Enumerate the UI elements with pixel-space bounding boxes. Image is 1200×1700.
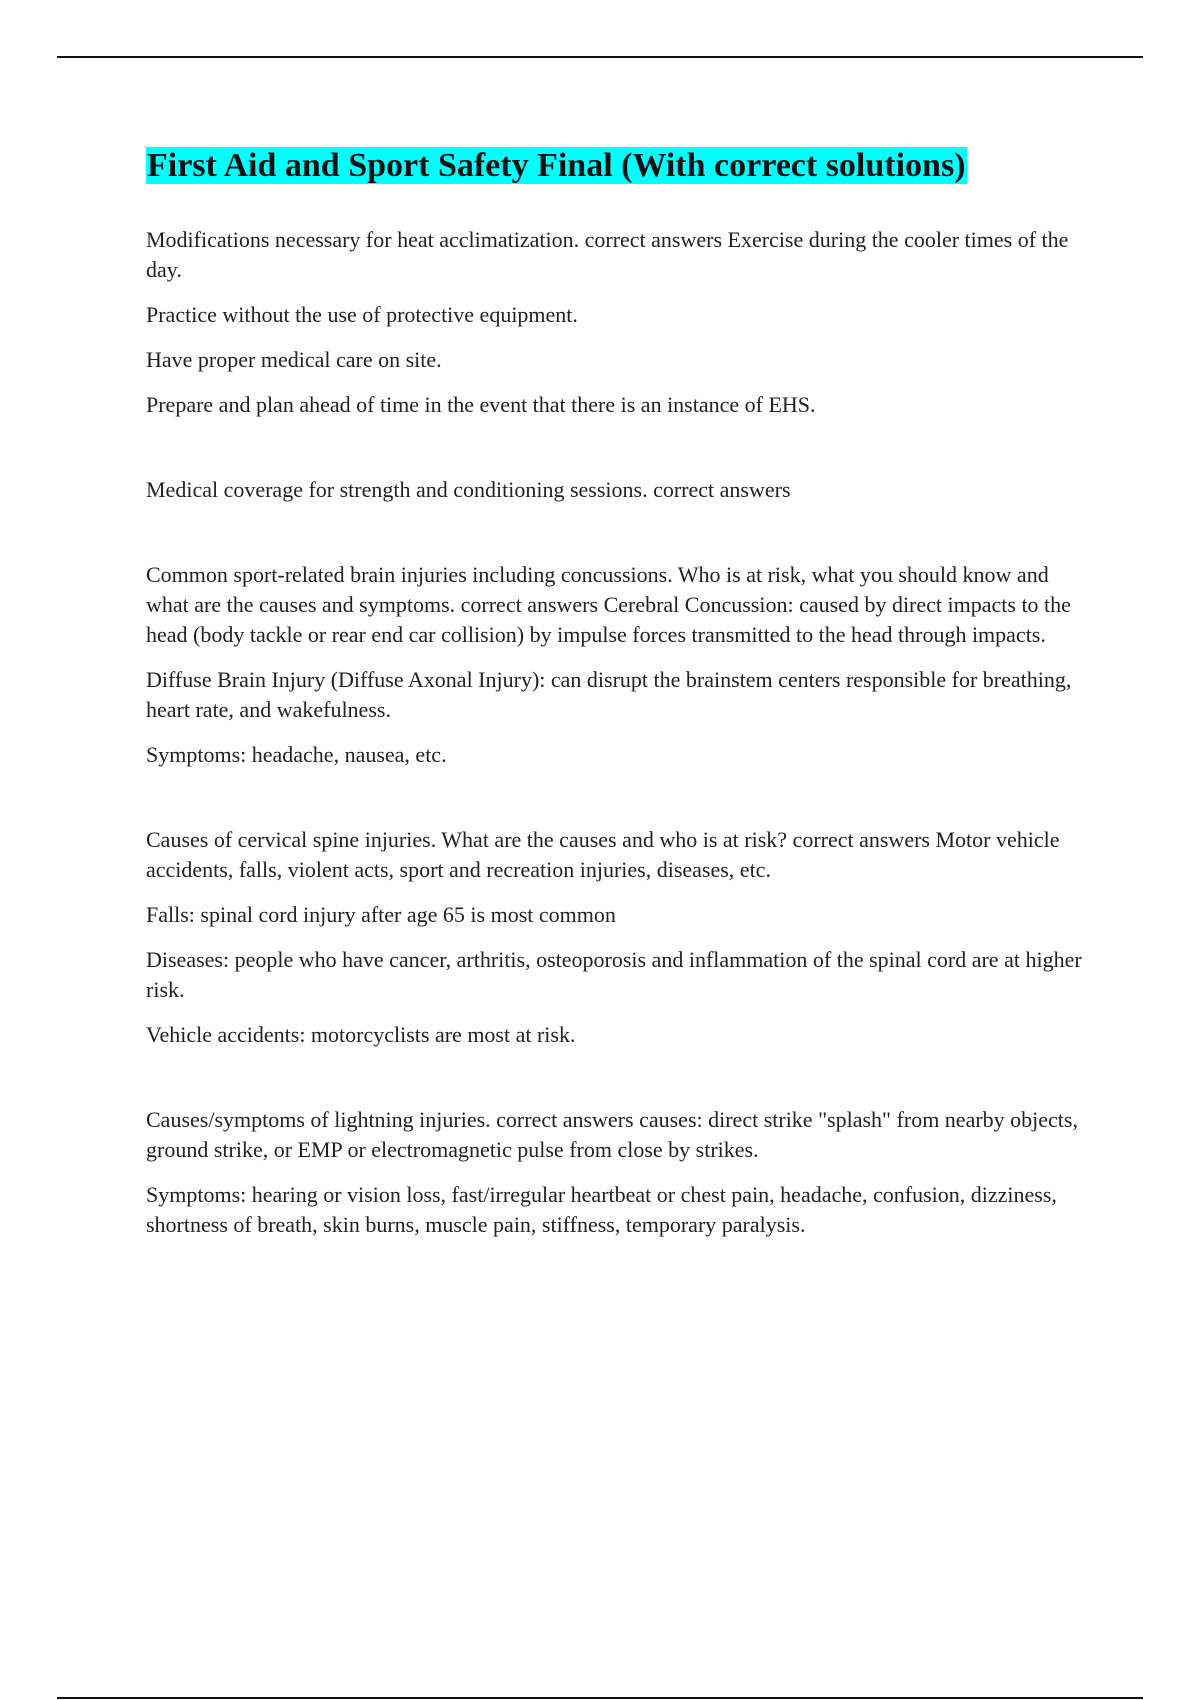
paragraph: Practice without the use of protective equipment. xyxy=(146,302,578,327)
section-heat-acclimatization xyxy=(146,225,1086,420)
document-page xyxy=(146,144,1086,1240)
paragraph: Symptoms: hearing or vision loss, fast/irregular heartbeat or chest pain, headache, confusion, dizziness, shortness of breath, skin burns, muscle pain, stiffness, temporary paralysis. xyxy=(146,1182,1057,1237)
paragraph: Common sport-related brain injuries including concussions. Who is at risk, what you should know and what are the causes and symptoms. correct answers Cerebral Concussion: caused by direct impacts to the head (body tackle or rear end car collision) by impulse forces transmitted to the head through impacts. xyxy=(146,562,1071,647)
paragraph: Diffuse Brain Injury (Diffuse Axonal Injury): can disrupt the brainstem centers responsible for breathing, heart rate, and wakefulness. xyxy=(146,667,1072,722)
bottom-rule xyxy=(57,1697,1143,1699)
paragraph: Have proper medical care on site. xyxy=(146,347,442,372)
paragraph: Modifications necessary for heat acclimatization. correct answers Exercise during the cooler times of the day. xyxy=(146,227,1069,282)
section-brain-injuries xyxy=(146,560,1086,770)
document-title xyxy=(146,144,1086,188)
paragraph: Prepare and plan ahead of time in the event that there is an instance of EHS. xyxy=(146,392,816,417)
paragraph: Symptoms: headache, nausea, etc. xyxy=(146,742,447,767)
document-title-highlight: First Aid and Sport Safety Final (With correct solutions) xyxy=(147,147,966,184)
section-lightning-injuries xyxy=(146,1105,1086,1240)
section-cervical-spine xyxy=(146,825,1086,1050)
section-medical-coverage xyxy=(146,475,1086,505)
paragraph: Causes of cervical spine injuries. What are the causes and who is at risk? correct answers Motor vehicle accidents, falls, violent acts, sport and recreation injuries, diseases, etc. xyxy=(146,827,1060,882)
paragraph: Vehicle accidents: motorcyclists are most at risk. xyxy=(146,1022,576,1047)
paragraph: Causes/symptoms of lightning injuries. correct answers causes: direct strike "splash" from nearby objects, ground strike, or EMP or electromagnetic pulse from close by strikes. xyxy=(146,1107,1078,1162)
paragraph: Medical coverage for strength and conditioning sessions. correct answers xyxy=(146,477,791,502)
paragraph: Diseases: people who have cancer, arthritis, osteoporosis and inflammation of the spinal cord are at higher risk. xyxy=(146,947,1082,1002)
paragraph: Falls: spinal cord injury after age 65 is most common xyxy=(146,902,616,927)
top-rule xyxy=(57,56,1143,58)
